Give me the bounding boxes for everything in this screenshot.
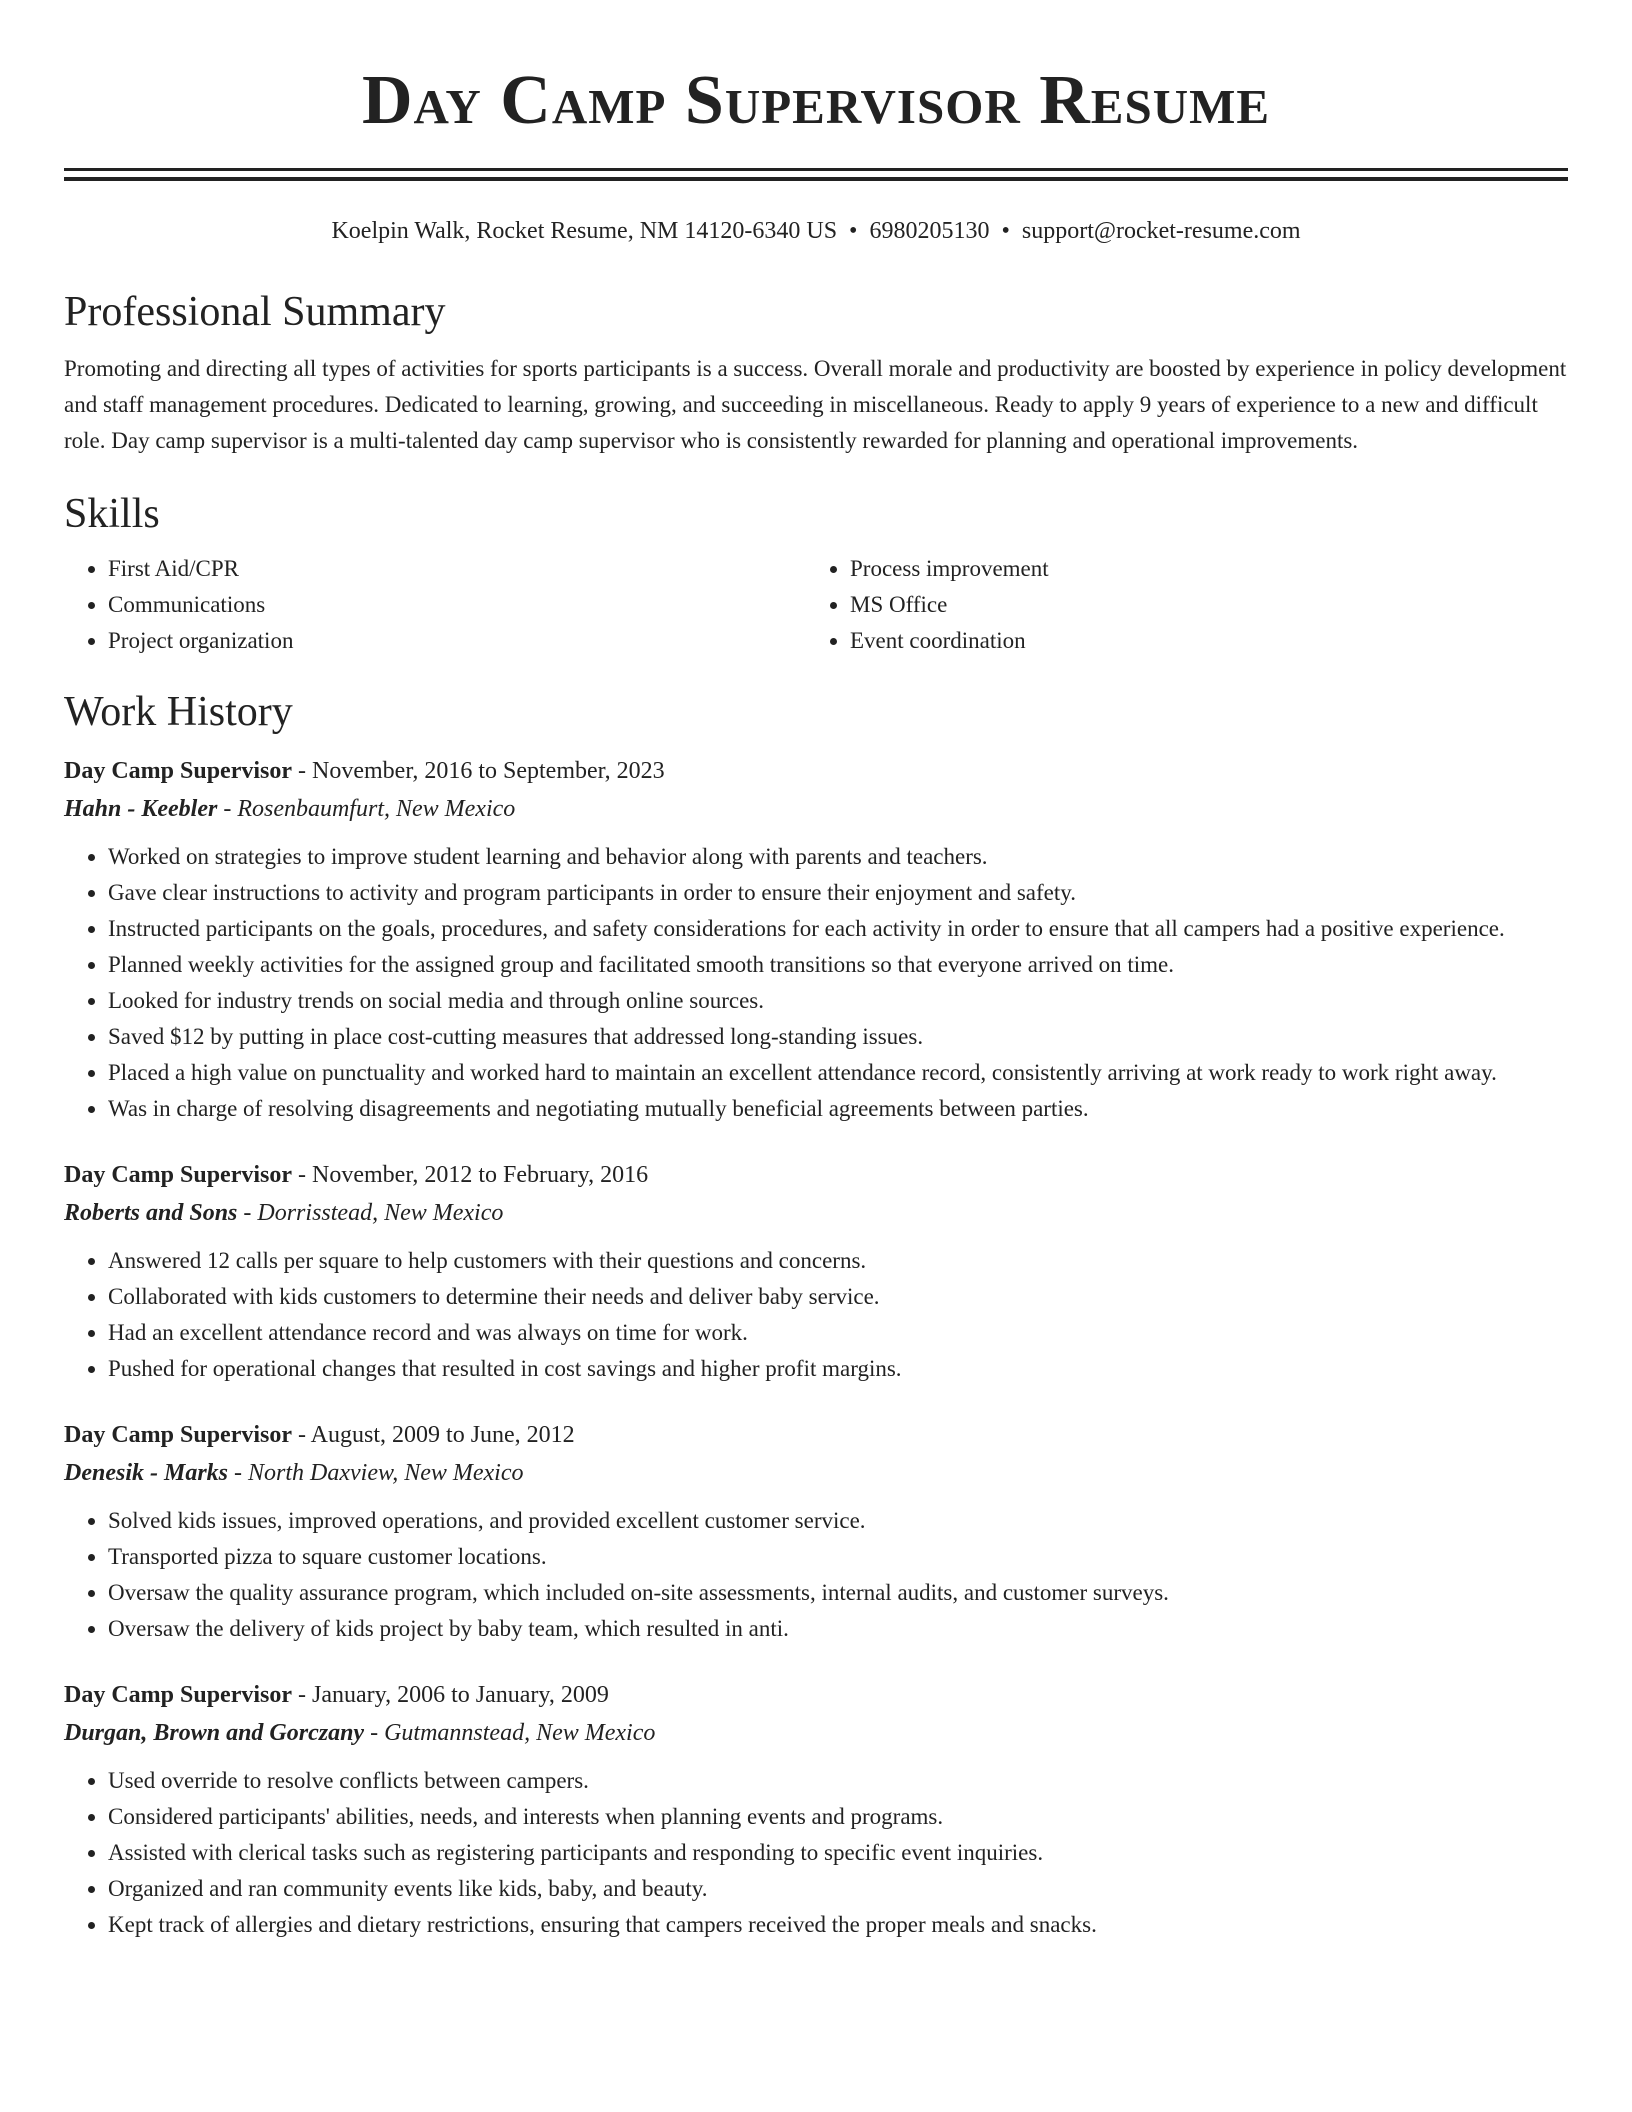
job-title-line bbox=[64, 1417, 1568, 1453]
contact-separator: • bbox=[1001, 218, 1010, 244]
skill-item: • Project organization bbox=[108, 623, 806, 659]
skill-item: • MS Office bbox=[850, 587, 1548, 623]
resume-page bbox=[64, 0, 1568, 1943]
job-company: Denesik - Marks bbox=[64, 1460, 229, 1486]
skills-column-left bbox=[64, 551, 806, 659]
job-bullet: • Oversaw the quality assurance program, which included on-site assessments, internal audits, and customer surveys. bbox=[108, 1575, 1568, 1611]
job-bullet: • Placed a high value on punctuality and worked hard to maintain an excellent attendance record, consistently arriving at work ready to work right away. bbox=[108, 1055, 1568, 1091]
skills-column-right bbox=[806, 551, 1548, 659]
job-dates: - January, 2006 to January, 2009 bbox=[298, 1682, 609, 1708]
job-company-line bbox=[64, 1453, 1568, 1493]
job-entry bbox=[64, 1157, 1568, 1387]
job-entry bbox=[64, 753, 1568, 1127]
skill-item: • Communications bbox=[108, 587, 806, 623]
job-bullet: • Instructed participants on the goals, procedures, and safety considerations for each activity in order to ensure that all campers had a positive experience. bbox=[108, 911, 1568, 947]
job-bullet: • Worked on strategies to improve student learning and behavior along with parents and teachers. bbox=[108, 839, 1568, 875]
job-bullets bbox=[64, 839, 1568, 1127]
job-dates: - November, 2016 to September, 2023 bbox=[298, 758, 665, 784]
skill-item: • Event coordination bbox=[850, 623, 1548, 659]
job-title: Day Camp Supervisor bbox=[64, 1422, 293, 1448]
skill-item: • Process improvement bbox=[850, 551, 1548, 587]
job-company-line bbox=[64, 789, 1568, 829]
job-bullet: • Oversaw the delivery of kids project by baby team, which resulted in anti. bbox=[108, 1611, 1568, 1647]
skill-item: • First Aid/CPR bbox=[108, 551, 806, 587]
job-title: Day Camp Supervisor bbox=[64, 1162, 293, 1188]
contact-phone: 6980205130 bbox=[869, 218, 990, 244]
contact-email: support@rocket-resume.com bbox=[1021, 218, 1301, 244]
job-bullet: • Answered 12 calls per square to help customers with their questions and concerns. bbox=[108, 1243, 1568, 1279]
job-company-line bbox=[64, 1193, 1568, 1233]
job-bullets bbox=[64, 1763, 1568, 1943]
job-title-line bbox=[64, 1677, 1568, 1713]
job-location: - North Daxview, New Mexico bbox=[234, 1460, 524, 1486]
job-bullet: • Looked for industry trends on social media and through online sources. bbox=[108, 983, 1568, 1019]
contact-line bbox=[64, 215, 1568, 247]
contact-separator: • bbox=[849, 218, 858, 244]
job-bullet: • Was in charge of resolving disagreements and negotiating mutually beneficial agreements between parties. bbox=[108, 1091, 1568, 1127]
skills-list bbox=[64, 551, 1568, 659]
job-company-line bbox=[64, 1713, 1568, 1753]
job-title: Day Camp Supervisor bbox=[64, 758, 293, 784]
job-bullet: • Collaborated with kids customers to determine their needs and deliver baby service. bbox=[108, 1279, 1568, 1315]
job-bullet: • Planned weekly activities for the assigned group and facilitated smooth transitions so that everyone arrived on time. bbox=[108, 947, 1568, 983]
job-bullet: • Saved $12 by putting in place cost-cutting measures that addressed long-standing issues. bbox=[108, 1019, 1568, 1055]
contact-address: Koelpin Walk, Rocket Resume, NM 14120-6340 US bbox=[331, 218, 838, 244]
job-bullet: • Pushed for operational changes that resulted in cost savings and higher profit margins. bbox=[108, 1351, 1568, 1387]
summary-text: Promoting and directing all types of activities for sports participants is a success. Overall morale and productivity are boosted by experience in policy development and staff management procedures. Dedicated to learning, growing, and succeeding in miscellaneous. Ready to apply 9 years of experience to a new and difficult role. Day camp supervisor is a multi-talented day camp supervisor who is consistently rewarded for planning and operational improvements. bbox=[64, 356, 1567, 453]
summary-heading: Professional Summary bbox=[64, 289, 446, 335]
job-company: Roberts and Sons bbox=[64, 1200, 238, 1226]
skills-heading: Skills bbox=[64, 491, 160, 537]
job-bullet: • Gave clear instructions to activity and program participants in order to ensure their enjoyment and safety. bbox=[108, 875, 1568, 911]
work-history-heading: Work History bbox=[64, 689, 293, 735]
title-divider-thick bbox=[64, 177, 1568, 181]
job-dates: - August, 2009 to June, 2012 bbox=[298, 1422, 575, 1448]
job-location: - Dorrisstead, New Mexico bbox=[243, 1200, 504, 1226]
job-location: - Gutmannstead, New Mexico bbox=[370, 1720, 656, 1746]
job-title: Day Camp Supervisor bbox=[64, 1682, 293, 1708]
job-location: - Rosenbaumfurt, New Mexico bbox=[223, 796, 516, 822]
job-bullet: • Solved kids issues, improved operations, and provided excellent customer service. bbox=[108, 1503, 1568, 1539]
title-divider-thin bbox=[64, 168, 1568, 171]
job-bullet: • Transported pizza to square customer locations. bbox=[108, 1539, 1568, 1575]
job-bullet: • Used override to resolve conflicts between campers. bbox=[108, 1763, 1568, 1799]
job-bullet: • Considered participants' abilities, needs, and interests when planning events and programs. bbox=[108, 1799, 1568, 1835]
job-bullets bbox=[64, 1503, 1568, 1647]
job-entry bbox=[64, 1417, 1568, 1647]
resume-title: Day Camp Supervisor Resume bbox=[361, 62, 1271, 139]
job-title-line bbox=[64, 1157, 1568, 1193]
job-company: Durgan, Brown and Gorczany bbox=[64, 1720, 365, 1746]
job-bullet: • Assisted with clerical tasks such as registering participants and responding to specific event inquiries. bbox=[108, 1835, 1568, 1871]
job-bullet: • Organized and ran community events like kids, baby, and beauty. bbox=[108, 1871, 1568, 1907]
job-bullet: • Kept track of allergies and dietary restrictions, ensuring that campers received the proper meals and snacks. bbox=[108, 1907, 1568, 1943]
job-dates: - November, 2012 to February, 2016 bbox=[298, 1162, 649, 1188]
job-bullet: • Had an excellent attendance record and was always on time for work. bbox=[108, 1315, 1568, 1351]
job-company: Hahn - Keebler bbox=[64, 796, 218, 822]
job-title-line bbox=[64, 753, 1568, 789]
job-bullets bbox=[64, 1243, 1568, 1387]
job-entry bbox=[64, 1677, 1568, 1943]
